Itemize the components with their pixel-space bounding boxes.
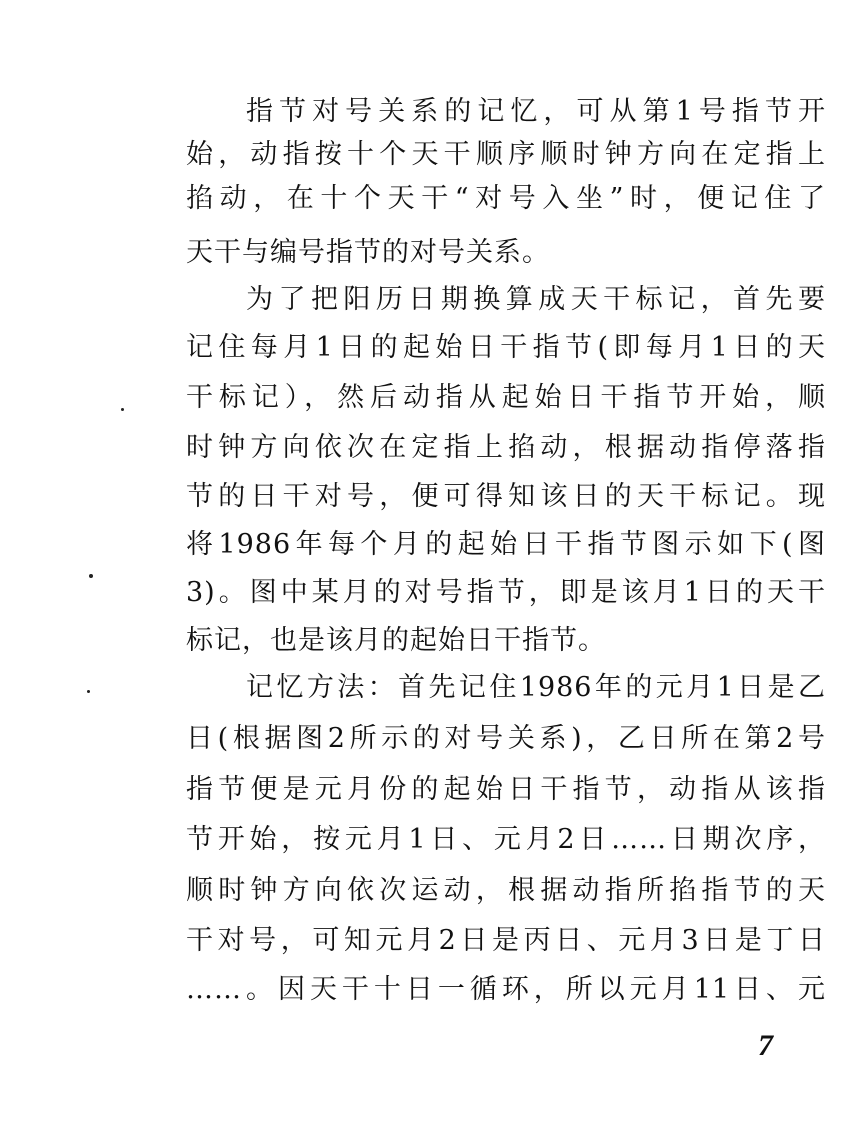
- text-line: 干标记），然后动指从起始日干指节开始，顺: [186, 382, 826, 413]
- text-line: 3)。图中某月的对号指节，即是该月1日的天干: [186, 577, 826, 608]
- text-line: 标记，也是该月的起始日干指节。: [186, 625, 606, 656]
- text-line: 为了把阳历日期换算成天干标记，首先要: [246, 284, 826, 315]
- text-line: 节开始，按元月1日、元月2日……日期次序，: [186, 824, 826, 855]
- scan-speck: [87, 690, 90, 693]
- text-line: 将1986年每个月的起始日干指节图示如下(图: [186, 529, 826, 560]
- text-line: 始，动指按十个天干顺序顺时钟方向在定指上: [186, 139, 826, 170]
- text-line: 记忆方法：首先记住1986年的元月1日是乙: [246, 672, 826, 703]
- text-line: 记住每月1日的起始日干指节(即每月1日的天: [186, 332, 826, 363]
- text-line: ……。因天干十日一循环，所以元月11日、元: [186, 974, 826, 1005]
- text-line: 节的日干对号，便可得知该日的天干标记。现: [186, 481, 826, 512]
- text-line: 日(根据图2所示的对号关系)，乙日所在第2号: [186, 723, 826, 754]
- scan-speck: [121, 408, 124, 411]
- text-line: 顺时钟方向依次运动，根据动指所掐指节的天: [186, 875, 826, 906]
- text-line: 天干与编号指节的对号关系。: [186, 237, 550, 268]
- text-line: 掐动，在十个天干“对号入坐”时，便记住了: [186, 183, 826, 214]
- page-number: 7: [758, 1029, 773, 1062]
- text-line: 指节便是元月份的起始日干指节，动指从该指: [186, 774, 826, 805]
- text-line: 干对号，可知元月2日是丙日、元月3日是丁日: [186, 925, 826, 956]
- scan-speck: [89, 574, 93, 578]
- text-line: 指节对号关系的记忆，可从第1号指节开: [246, 96, 826, 127]
- text-line: 时钟方向依次在定指上掐动，根据动指停落指: [186, 432, 826, 463]
